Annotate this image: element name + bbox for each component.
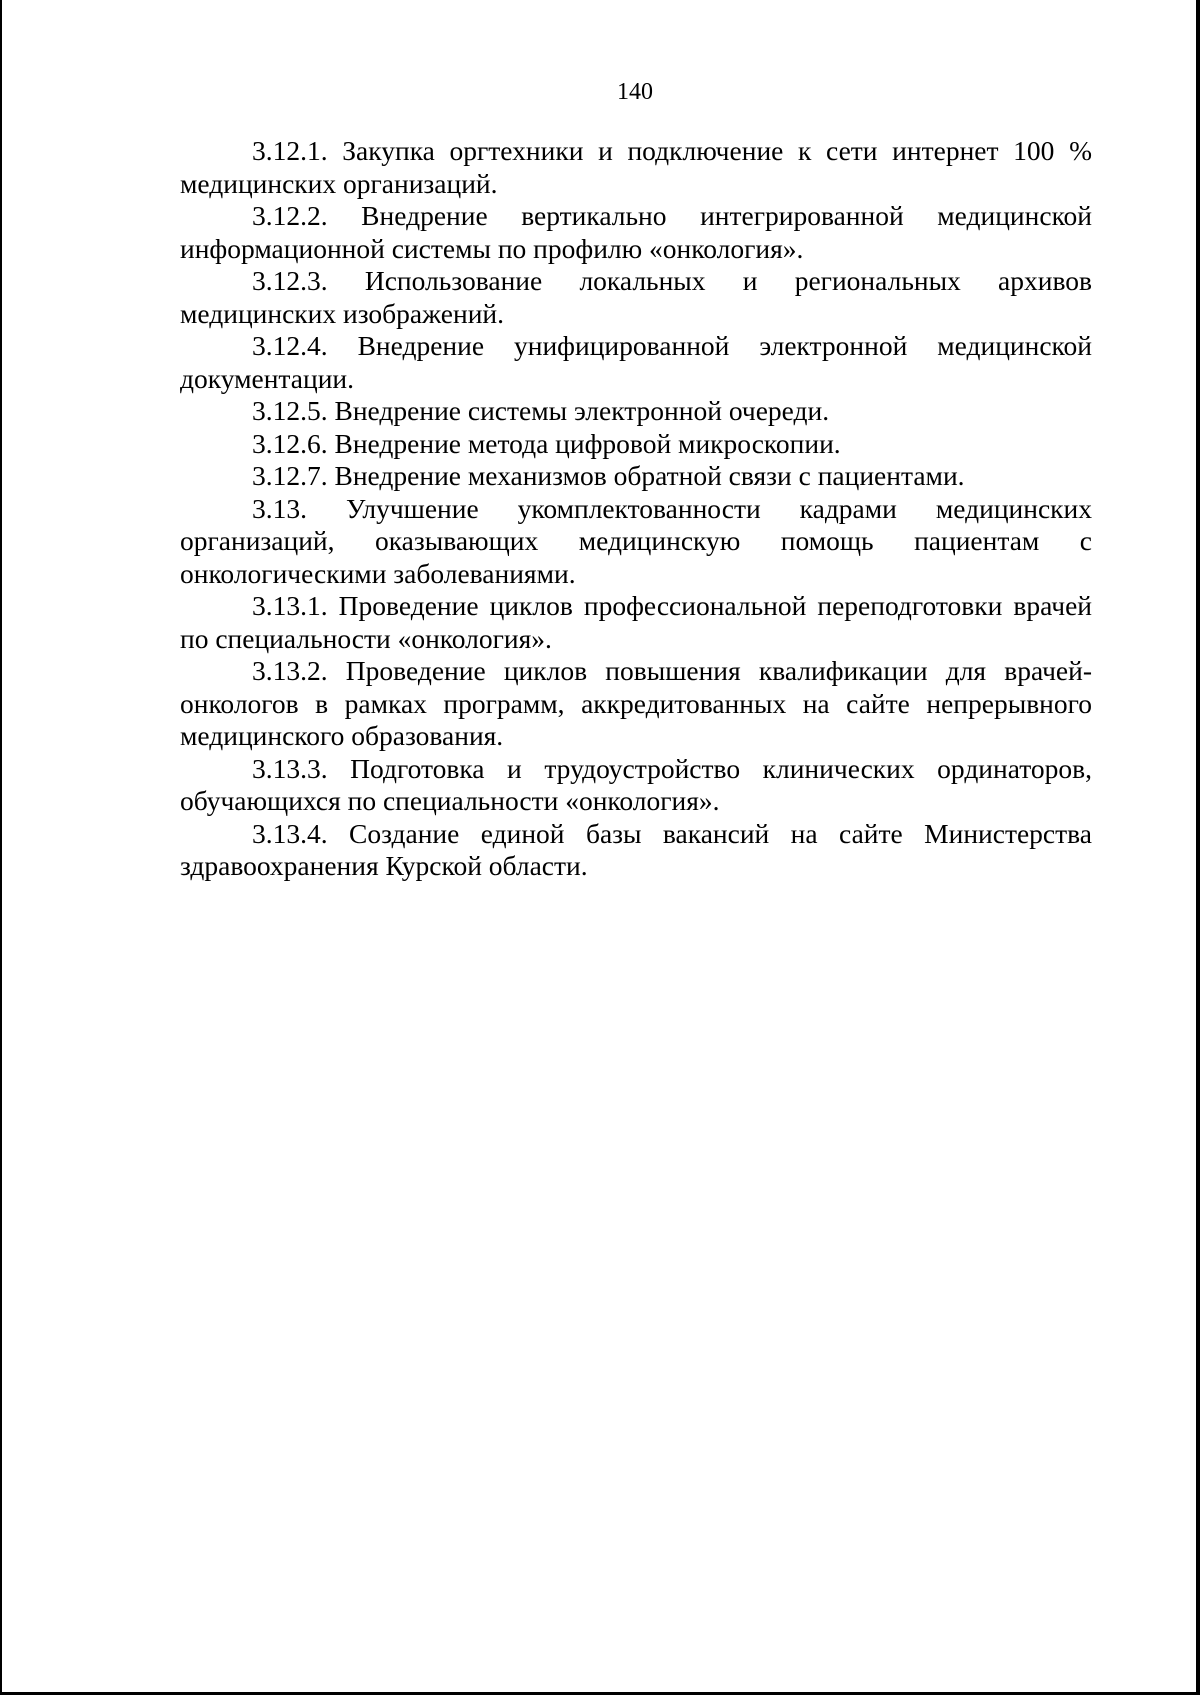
paragraph-3-12-3: 3.12.3. Использование локальных и региональных архивов медицинских изображений. <box>180 265 1092 329</box>
paragraph-3-12-6: 3.12.6. Внедрение метода цифровой микроскопии. <box>252 427 841 459</box>
paragraph-3-12-1: 3.12.1. Закупка оргтехники и подключение к сети интернет 100 % медицинских организаций. <box>180 135 1092 199</box>
paragraph-3-13-3: 3.13.3. Подготовка и трудоустройство клинических ординаторов, обучающихся по специальности «онкология». <box>180 752 1092 816</box>
scan-border-left <box>0 0 2 1695</box>
paragraph-3-13-1: 3.13.1. Проведение циклов профессиональной переподготовки врачей по специальности «онкология». <box>180 590 1092 654</box>
paragraph-3-12-5: 3.12.5. Внедрение системы электронной очереди. <box>252 395 830 426</box>
scan-border-right <box>1196 0 1200 1695</box>
paragraph-3-13-2: 3.13.2. Проведение циклов повышения квалификации для врачей-онкологов в рамках программ, аккредитованных на сайте непрерывного медицинского образования. <box>180 655 1092 751</box>
page-number: 140 <box>617 79 653 105</box>
paragraph-3-12-4: 3.12.4. Внедрение унифицированной электронной медицинской документации. <box>180 330 1092 394</box>
paragraph-3-13: 3.13. Улучшение укомплектованности кадрами медицинских организаций, оказывающих медицинскую помощь пациентам с онкологическими заболеваниями. <box>180 492 1092 589</box>
paragraph-3-12-2: 3.12.2. Внедрение вертикально интегрированной медицинской информационной системы по профилю «онкология». <box>180 200 1092 264</box>
paragraph-3-12-7: 3.12.7. Внедрение механизмов обратной связи с пациентами. <box>252 460 965 491</box>
paragraph-3-13-4: 3.13.4. Создание единой базы вакансий на сайте Министерства здравоохранения Курской области. <box>180 817 1092 881</box>
document-body <box>180 135 1092 883</box>
